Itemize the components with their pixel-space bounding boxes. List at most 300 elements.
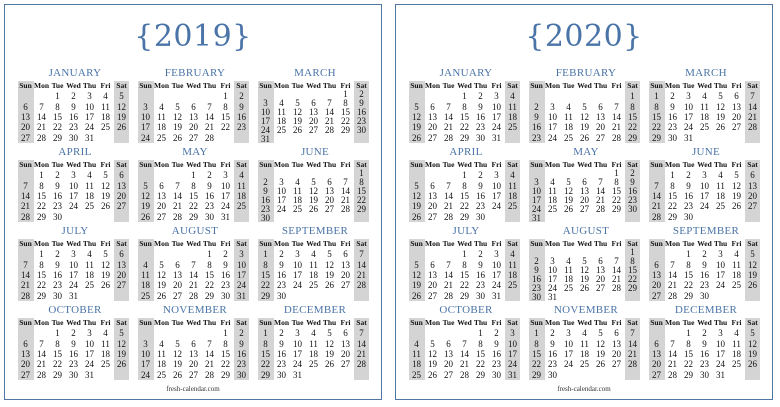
day-cell: 7 — [23, 259, 28, 270]
day-cell: 22 — [341, 116, 350, 126]
day-cell: 11 — [157, 348, 166, 359]
day-cell: 22 — [668, 201, 677, 212]
day-cell: 22 — [205, 280, 214, 291]
day-cell: 4 — [510, 91, 515, 102]
month-name: FEBRUARY — [164, 67, 226, 79]
day-cell: 23 — [476, 280, 485, 291]
day-cell: 1 — [207, 249, 212, 260]
day-cell: 4 — [414, 338, 419, 349]
day-cell: 24 — [293, 280, 302, 291]
day-cell: 25 — [548, 204, 557, 214]
day-cell: 9 — [534, 265, 539, 275]
day-cell: 12 — [157, 269, 166, 280]
day-cell — [561, 370, 576, 380]
day-cell: 11 — [564, 265, 573, 275]
day-cell — [306, 370, 321, 380]
month-july — [409, 225, 523, 301]
day-cell — [218, 133, 233, 143]
day-cell: 9 — [670, 101, 675, 112]
day-cell: 28 — [460, 369, 469, 380]
day-cell: 4 — [734, 249, 739, 260]
day-cell: 19 — [117, 348, 126, 359]
day-cell: 4 — [311, 249, 316, 260]
day-cell: 2 — [478, 249, 483, 260]
day-cell: 20 — [189, 122, 198, 133]
day-cell: 20 — [21, 122, 30, 133]
day-cell: 28 — [173, 211, 182, 222]
day-cell: 12 — [732, 180, 741, 191]
day-cell: 19 — [732, 190, 741, 201]
day-cell: 28 — [189, 290, 198, 301]
day-cell: 28 — [652, 211, 661, 222]
day-cell: 6 — [750, 170, 755, 181]
day-cell: 24 — [492, 122, 501, 133]
year-title: {2019} — [134, 19, 252, 54]
day-cell: 27 — [652, 290, 661, 301]
weekday-header: Tue — [51, 239, 64, 248]
weekday-header: Fri — [340, 239, 351, 248]
day-cell: 21 — [444, 201, 453, 212]
day-cell — [154, 249, 169, 259]
day-cell: 31 — [261, 134, 270, 144]
day-cell: 2 — [71, 328, 76, 339]
month-table — [649, 160, 763, 222]
day-cell: 26 — [748, 280, 757, 291]
day-cell: 11 — [508, 101, 517, 112]
day-cell: 20 — [580, 195, 589, 205]
day-cell: 19 — [412, 280, 421, 291]
day-cell: 9 — [630, 177, 635, 187]
day-cell: 25 — [309, 359, 318, 370]
weekday-header: Thu — [322, 81, 337, 90]
day-cell: 3 — [494, 91, 499, 102]
day-cell — [409, 91, 424, 101]
day-cell — [186, 249, 201, 259]
day-cell: 23 — [700, 359, 709, 370]
day-cell: 14 — [628, 338, 637, 349]
day-cell: 25 — [700, 122, 709, 133]
site-credit: fresh-calendar.com — [557, 385, 611, 393]
day-cell: 29 — [261, 369, 270, 380]
day-cell — [98, 133, 113, 143]
day-cell — [593, 370, 608, 380]
day-cell: 10 — [700, 180, 709, 191]
day-cell: 16 — [548, 348, 557, 359]
day-cell: 18 — [237, 190, 246, 201]
weekday-header: Wed — [457, 160, 472, 169]
day-cell: 14 — [444, 190, 453, 201]
weekday-header: Thu — [713, 239, 728, 248]
day-cell — [561, 214, 576, 223]
day-cell: 9 — [478, 101, 483, 112]
weekday-header: Mon — [34, 318, 49, 327]
weekday-header: Thu — [713, 81, 728, 90]
day-cell — [697, 212, 712, 222]
weekday-header: Sat — [116, 318, 127, 327]
day-cell — [425, 249, 440, 259]
day-cell: 29 — [684, 290, 693, 301]
weekday-header: Sat — [747, 239, 758, 248]
day-cell: 7 — [598, 177, 603, 187]
weekday-header: Fri — [220, 81, 231, 90]
day-cell — [697, 133, 712, 143]
weekday-header: Thu — [322, 160, 337, 169]
day-cell: 26 — [157, 290, 166, 301]
day-cell: 6 — [614, 328, 619, 339]
day-cell: 12 — [412, 190, 421, 201]
month-table — [138, 239, 252, 301]
day-cell — [274, 214, 289, 223]
day-cell: 20 — [748, 190, 757, 201]
day-cell — [170, 249, 185, 259]
day-cell: 7 — [654, 180, 659, 191]
day-cell — [489, 212, 504, 222]
month-name: JUNE — [300, 146, 330, 158]
day-cell — [505, 133, 520, 143]
day-cell: 26 — [325, 359, 334, 370]
day-cell: 20 — [309, 116, 318, 126]
day-cell: 10 — [221, 180, 230, 191]
day-cell: 4 — [566, 256, 571, 266]
day-cell: 17 — [716, 269, 725, 280]
day-cell: 6 — [191, 338, 196, 349]
day-cell — [441, 328, 456, 338]
day-cell: 24 — [221, 201, 230, 212]
day-cell: 20 — [652, 359, 661, 370]
weekday-header: Sat — [236, 239, 247, 248]
day-cell: 20 — [732, 111, 741, 122]
day-cell: 4 — [87, 249, 92, 260]
day-cell: 23 — [684, 201, 693, 212]
weekday-header: Tue — [171, 318, 184, 327]
day-cell: 25 — [157, 369, 166, 380]
day-cell: 17 — [141, 359, 150, 370]
weekday-header: Sat — [507, 318, 518, 327]
year-title: {2020} — [525, 19, 643, 54]
day-cell: 8 — [686, 338, 691, 349]
day-cell: 11 — [732, 338, 741, 349]
weekday-header: Fri — [491, 239, 502, 248]
day-cell: 3 — [534, 177, 539, 187]
month-may — [138, 146, 252, 222]
day-cell: 26 — [732, 201, 741, 212]
weekday-header: Thu — [473, 160, 488, 169]
weekday-header: Tue — [562, 160, 575, 169]
day-cell: 11 — [700, 101, 709, 112]
day-cell: 15 — [221, 111, 230, 122]
day-cell: 10 — [548, 265, 557, 275]
day-cell: 27 — [428, 211, 437, 222]
weekday-header: Mon — [425, 318, 440, 327]
day-cell: 30 — [53, 211, 62, 222]
month-table — [258, 239, 372, 301]
month-december — [649, 304, 763, 380]
day-cell: 7 — [207, 338, 212, 349]
day-cell: 21 — [205, 122, 214, 133]
day-cell: 3 — [263, 98, 268, 108]
day-cell: 5 — [119, 91, 124, 102]
month-name: MAY — [573, 146, 599, 158]
day-cell: 7 — [446, 180, 451, 191]
day-cell: 3 — [87, 91, 92, 102]
day-cell: 22 — [221, 122, 230, 133]
day-cell: 16 — [532, 122, 541, 133]
day-cell: 11 — [580, 338, 589, 349]
weekday-header: Thu — [202, 318, 217, 327]
month-name: MARCH — [685, 67, 727, 79]
day-cell: 28 — [357, 359, 366, 370]
weekday-header: Fri — [100, 81, 111, 90]
month-august — [138, 225, 252, 301]
weekday-header: Tue — [291, 239, 304, 248]
day-cell: 23 — [476, 201, 485, 212]
day-cell — [561, 293, 576, 302]
day-cell: 27 — [652, 369, 661, 380]
day-cell: 15 — [684, 348, 693, 359]
day-cell: 20 — [325, 195, 334, 205]
day-cell: 8 — [263, 338, 268, 349]
weekday-header: Sat — [236, 81, 247, 90]
day-cell: 25 — [732, 359, 741, 370]
weekday-header: Fri — [220, 318, 231, 327]
day-cell: 31 — [69, 290, 78, 301]
day-cell — [545, 91, 560, 101]
day-cell: 6 — [430, 101, 435, 112]
day-cell: 12 — [580, 265, 589, 275]
day-cell: 26 — [716, 122, 725, 133]
day-cell: 6 — [343, 249, 348, 260]
day-cell: 25 — [293, 204, 302, 214]
day-cell — [577, 370, 592, 380]
day-cell: 16 — [684, 190, 693, 201]
day-cell: 9 — [359, 98, 364, 108]
day-cell: 30 — [532, 292, 541, 302]
day-cell: 16 — [277, 269, 286, 280]
day-cell: 21 — [189, 280, 198, 291]
day-cell: 30 — [668, 132, 677, 143]
day-cell: 10 — [564, 338, 573, 349]
weekday-header: Sat — [356, 239, 367, 248]
weekday-header: Wed — [66, 239, 81, 248]
day-cell: 17 — [716, 348, 725, 359]
day-cell: 2 — [686, 170, 691, 181]
weekday-header: Mon — [545, 81, 560, 90]
day-cell: 9 — [239, 101, 244, 112]
day-cell: 21 — [21, 201, 30, 212]
day-cell: 19 — [325, 269, 334, 280]
day-cell: 2 — [702, 328, 707, 339]
weekday-header: Tue — [682, 81, 695, 90]
day-cell: 4 — [239, 170, 244, 181]
day-cell: 23 — [532, 132, 541, 143]
day-cell: 19 — [596, 348, 605, 359]
day-cell: 29 — [221, 369, 230, 380]
day-cell: 1 — [670, 170, 675, 181]
day-cell — [625, 293, 640, 302]
day-cell — [82, 291, 97, 301]
day-cell: 11 — [85, 259, 94, 270]
day-cell: 21 — [173, 201, 182, 212]
day-cell: 28 — [668, 369, 677, 380]
day-cell: 28 — [748, 122, 757, 133]
day-cell: 4 — [510, 249, 515, 260]
day-cell: 27 — [596, 283, 605, 293]
weekday-header: Mon — [274, 160, 289, 169]
day-cell: 21 — [596, 195, 605, 205]
day-cell: 25 — [580, 359, 589, 370]
day-cell: 12 — [748, 338, 757, 349]
month-table — [529, 160, 643, 222]
day-cell: 25 — [157, 132, 166, 143]
day-cell: 15 — [652, 111, 661, 122]
day-cell: 18 — [508, 111, 517, 122]
day-cell: 6 — [311, 98, 316, 108]
weekday-header: Mon — [665, 160, 680, 169]
day-cell: 26 — [428, 369, 437, 380]
day-cell: 7 — [191, 259, 196, 270]
day-cell: 6 — [191, 101, 196, 112]
day-cell: 30 — [53, 290, 62, 301]
day-cell: 30 — [277, 369, 286, 380]
weekday-header: Sat — [747, 81, 758, 90]
day-cell: 5 — [103, 170, 108, 181]
day-cell: 29 — [668, 211, 677, 222]
day-cell — [186, 328, 201, 338]
day-cell: 28 — [205, 369, 214, 380]
month-table — [138, 318, 252, 380]
day-cell: 16 — [668, 111, 677, 122]
weekday-header: Fri — [340, 81, 351, 90]
day-cell: 17 — [141, 122, 150, 133]
day-cell: 16 — [492, 348, 501, 359]
day-cell: 14 — [325, 107, 334, 117]
day-cell: 2 — [702, 249, 707, 260]
day-cell: 5 — [159, 259, 164, 270]
day-cell: 22 — [684, 280, 693, 291]
day-cell: 8 — [191, 180, 196, 191]
weekday-header: Sat — [747, 318, 758, 327]
weekday-header: Mon — [545, 160, 560, 169]
month-name: FEBRUARY — [555, 67, 617, 79]
day-cell: 5 — [566, 177, 571, 187]
day-cell: 10 — [261, 107, 270, 117]
weekday-header: Wed — [577, 160, 592, 169]
month-table — [18, 318, 132, 380]
day-cell: 1 — [686, 328, 691, 339]
day-cell: 10 — [532, 186, 541, 196]
day-cell — [354, 370, 369, 380]
day-cell — [505, 212, 520, 222]
day-cell: 15 — [460, 190, 469, 201]
day-cell: 7 — [359, 249, 364, 260]
day-cell: 24 — [69, 280, 78, 291]
weekday-header: Tue — [171, 81, 184, 90]
day-cell — [745, 370, 760, 380]
day-cell: 5 — [119, 328, 124, 339]
day-cell — [577, 293, 592, 302]
day-cell: 26 — [412, 211, 421, 222]
day-cell: 11 — [548, 186, 557, 196]
weekday-header: Sun — [530, 160, 543, 169]
day-cell: 1 — [343, 89, 348, 99]
day-cell: 14 — [37, 348, 46, 359]
day-cell: 10 — [141, 111, 150, 122]
day-cell: 31 — [492, 290, 501, 301]
day-cell: 7 — [462, 338, 467, 349]
day-cell: 7 — [750, 91, 755, 102]
day-cell: 12 — [580, 111, 589, 122]
day-cell: 26 — [293, 125, 302, 135]
month-name: NOVEMBER — [553, 304, 619, 316]
day-cell — [593, 293, 608, 302]
day-cell: 29 — [189, 211, 198, 222]
day-cell: 10 — [293, 338, 302, 349]
day-cell: 19 — [412, 122, 421, 133]
day-cell: 1 — [478, 328, 483, 339]
month-table — [258, 160, 372, 222]
day-cell: 30 — [357, 125, 366, 135]
day-cell: 30 — [261, 213, 270, 223]
day-cell: 8 — [223, 101, 228, 112]
month-may — [529, 146, 643, 222]
weekday-header: Wed — [66, 81, 81, 90]
day-cell: 22 — [628, 274, 637, 284]
day-cell — [729, 212, 744, 222]
day-cell: 23 — [221, 280, 230, 291]
month-name: DECEMBER — [674, 304, 738, 316]
month-name: OCTOBER — [48, 304, 102, 316]
day-cell: 12 — [293, 107, 302, 117]
day-cell: 10 — [277, 186, 286, 196]
weekday-header: Sat — [116, 239, 127, 248]
weekday-header: Tue — [51, 81, 64, 90]
day-cell: 4 — [510, 170, 515, 181]
day-cell: 4 — [718, 170, 723, 181]
day-cell: 15 — [341, 107, 350, 117]
day-cell — [322, 214, 337, 223]
weekday-header: Sat — [627, 81, 638, 90]
day-cell: 9 — [55, 180, 60, 191]
day-cell: 13 — [652, 269, 661, 280]
month-february — [529, 67, 643, 143]
day-cell: 18 — [716, 190, 725, 201]
day-cell: 14 — [668, 269, 677, 280]
day-cell: 21 — [37, 122, 46, 133]
day-cell: 9 — [263, 186, 268, 196]
day-cell: 19 — [580, 122, 589, 133]
month-name: MAY — [182, 146, 208, 158]
day-cell: 19 — [173, 359, 182, 370]
weekday-header: Sun — [410, 239, 423, 248]
weekday-header: Wed — [306, 239, 321, 248]
day-cell: 21 — [205, 359, 214, 370]
weekday-header: Tue — [291, 160, 304, 169]
day-cell — [457, 328, 472, 338]
day-cell: 18 — [732, 269, 741, 280]
day-cell: 3 — [87, 328, 92, 339]
day-cell: 6 — [446, 338, 451, 349]
weekday-header: Mon — [34, 160, 49, 169]
day-cell: 18 — [85, 269, 94, 280]
day-cell: 12 — [412, 111, 421, 122]
day-cell: 25 — [508, 122, 517, 133]
day-cell: 2 — [494, 328, 499, 339]
day-cell: 25 — [508, 201, 517, 212]
day-cell — [154, 91, 169, 101]
day-cell — [425, 170, 440, 180]
weekday-header: Sat — [236, 318, 247, 327]
day-cell: 13 — [157, 190, 166, 201]
